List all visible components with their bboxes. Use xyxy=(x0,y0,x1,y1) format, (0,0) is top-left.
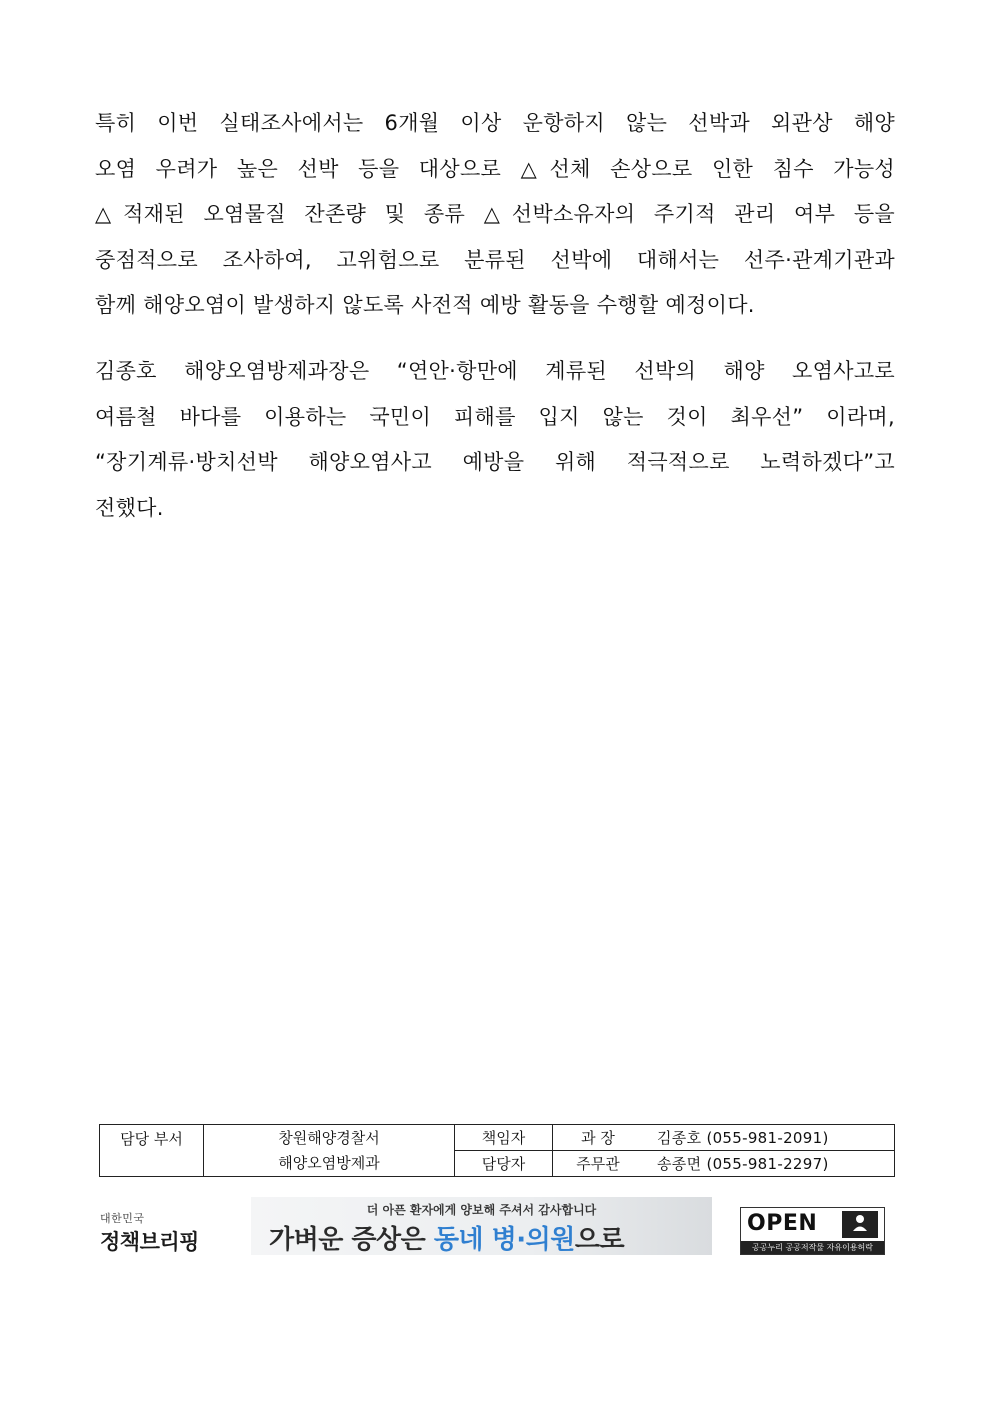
paragraph-line: 오염 우려가 높은 선박 등을 대상으로 △선체 손상으로 인한 침수 가능성 xyxy=(95,156,895,181)
banner-headline-part: 으로 xyxy=(574,1225,625,1255)
role-cell: 책임자 xyxy=(455,1125,553,1151)
banner-headline-highlight: 동네 병·의원 xyxy=(433,1225,575,1255)
position-cell: 주무관 xyxy=(553,1151,644,1177)
kogl-open-badge xyxy=(740,1207,885,1255)
paragraph-line: 전했다. xyxy=(95,495,164,520)
attribution-person-icon xyxy=(842,1211,878,1238)
paragraph-line: 중점적으로 조사하여, 고위험으로 분류된 선박에 대해서는 선주·관계기관과 xyxy=(95,247,895,272)
open-badge-footer: 공공누리 공공저작물 자유이용허락 xyxy=(741,1241,884,1254)
position-cell: 과 장 xyxy=(553,1125,644,1151)
banner-headline-part: 가벼운 증상은 xyxy=(269,1225,434,1255)
paragraph-line: 여름철 바다를 이용하는 국민이 피해를 입지 않는 것이 최우선” 이라며, xyxy=(95,404,895,429)
logo-small-text: 대한민국 xyxy=(100,1212,145,1225)
dept-name-cell xyxy=(204,1125,455,1177)
campaign-banner xyxy=(251,1197,712,1255)
dept-line: 해양오염방제과 xyxy=(278,1153,380,1172)
open-logo-text: OPEN xyxy=(747,1211,818,1236)
paragraph-line: “장기계류·방치선박 해양오염사고 예방을 위해 적극적으로 노력하겠다”고 xyxy=(95,450,895,474)
dept-label-cell: 담당 부서 xyxy=(100,1125,204,1177)
dept-line: 창원해양경찰서 xyxy=(278,1128,380,1147)
person-cell: 송종면 (055-981-2297) xyxy=(643,1151,895,1177)
logo-big-text: 정책브리핑 xyxy=(100,1230,199,1254)
banner-headline xyxy=(269,1219,624,1255)
banner-subtitle: 더 아픈 환자에게 양보해 주셔서 감사합니다 xyxy=(366,1203,597,1217)
contact-table xyxy=(99,1124,895,1177)
paragraph-quote xyxy=(95,349,895,531)
policy-briefing-logo xyxy=(100,1210,205,1256)
paragraph-survey-details xyxy=(95,101,895,329)
person-cell: 김종호 (055-981-2091) xyxy=(643,1125,895,1151)
paragraph-line: △적재된 오염물질 잔존량 및 종류 △선박소유자의 주기적 관리 여부 등을 xyxy=(95,202,895,226)
table-row xyxy=(100,1125,895,1151)
paragraph-line: 함께 해양오염이 발생하지 않도록 사전적 예방 활동을 수행할 예정이다. xyxy=(95,293,755,317)
paragraph-line: 특히 이번 실태조사에서는 6개월 이상 운항하지 않는 선박과 외관상 해양 xyxy=(95,111,895,135)
role-cell: 담당자 xyxy=(455,1151,553,1177)
paragraph-line: 김종호 해양오염방제과장은 “연안·항만에 계류된 선박의 해양 오염사고로 xyxy=(95,359,895,383)
